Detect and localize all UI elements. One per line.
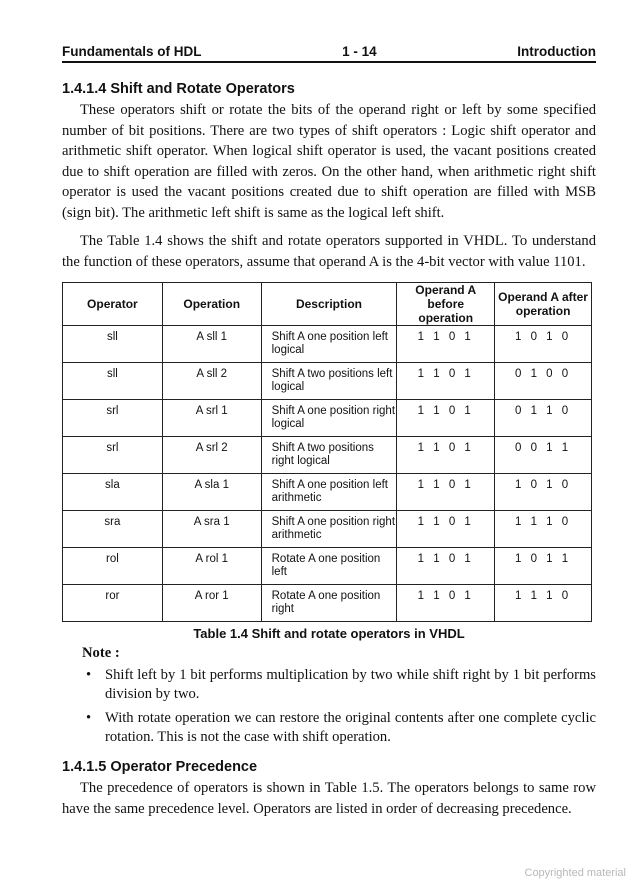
cell-description: Shift A one position left arithmetic (261, 474, 397, 511)
copyright-watermark: Copyrighted material (524, 867, 626, 879)
note-text: Shift left by 1 bit performs multiplication by two while shift right by 1 bit performs division by two. (105, 667, 596, 702)
cell-before: 1 1 0 1 (397, 437, 495, 474)
cell-operation: A sll 1 (162, 326, 261, 363)
table-caption: Table 1.4 Shift and rotate operators in VHDL (193, 626, 465, 641)
note-text: With rotate operation we can restore the original contents after one complete cyclic rotation. This is not the case with shift operation. (105, 710, 596, 745)
table-row (63, 585, 592, 622)
column-header-operation: Operation (162, 283, 261, 326)
cell-operator: sra (63, 511, 163, 548)
table-row (63, 363, 592, 400)
cell-operator: sla (63, 474, 163, 511)
table-row (63, 474, 592, 511)
table-row (63, 437, 592, 474)
book-page (62, 44, 596, 819)
cell-description: Rotate A one position right (261, 585, 397, 622)
paragraph-table-intro: The Table 1.4 shows the shift and rotate operators supported in VHDL. To understand the function of these operators, assume that operand A is the 4-bit vector with value 1101. (62, 233, 596, 270)
cell-operation: A ror 1 (162, 585, 261, 622)
table-header-row (63, 283, 592, 326)
column-header-after: Operand A after operation (495, 283, 592, 326)
cell-before: 1 1 0 1 (397, 548, 495, 585)
cell-after: 1 1 1 0 (495, 511, 592, 548)
paragraph-precedence: The precedence of operators is shown in Table 1.5. The operators belongs to same row have the same precedence level. Operators are listed in order of decreasing precedence. (62, 780, 596, 817)
section-heading-shift-rotate: 1.4.1.4 Shift and Rotate Operators (62, 81, 295, 97)
cell-description: Shift A one position right arithmetic (261, 511, 397, 548)
column-header-description: Description (261, 283, 397, 326)
cell-before: 1 1 0 1 (397, 474, 495, 511)
cell-before: 1 1 0 1 (397, 326, 495, 363)
cell-before: 1 1 0 1 (397, 363, 495, 400)
cell-after: 0 1 1 0 (495, 400, 592, 437)
cell-operation: A sll 2 (162, 363, 261, 400)
table-row (63, 400, 592, 437)
section-heading-precedence: 1.4.1.5 Operator Precedence (62, 759, 258, 775)
cell-before: 1 1 0 1 (397, 585, 495, 622)
cell-description: Shift A two positions left logical (261, 363, 397, 400)
cell-operator: sll (63, 363, 163, 400)
operators-table (62, 282, 592, 622)
cell-operation: A sra 1 (162, 511, 261, 548)
cell-after: 0 1 0 0 (495, 363, 592, 400)
cell-before: 1 1 0 1 (397, 511, 495, 548)
cell-description: Rotate A one position left (261, 548, 397, 585)
cell-description: Shift A one position left logical (261, 326, 397, 363)
header-chapter-title: Introduction (517, 44, 596, 59)
cell-operation: A rol 1 (162, 548, 261, 585)
bullet-icon: • (86, 667, 92, 683)
cell-operator: ror (63, 585, 163, 622)
note-item (62, 709, 596, 747)
cell-operator: sll (63, 326, 163, 363)
table-row (63, 326, 592, 363)
header-book-title: Fundamentals of HDL (62, 44, 202, 59)
table-row (63, 511, 592, 548)
note-list (62, 666, 596, 747)
cell-operation: A srl 1 (162, 400, 261, 437)
cell-after: 0 0 1 1 (495, 437, 592, 474)
cell-description: Shift A two positions right logical (261, 437, 397, 474)
cell-description: Shift A one position right logical (261, 400, 397, 437)
header-page-number: 1 - 14 (342, 44, 377, 59)
paragraph-shift-intro: These operators shift or rotate the bits of the operand right or left by some specified number of bit positions. There are two types of shift operators : Logic shift operator and arithmetic shift operator. When logical shift operator is used, the vacant positions created due to shift operation are filled with zeros. On the other hand, when arithmetic right shift operator is used the vacant positions created due to shift operation are filled with MSB (sign bit). The arithmetic left shift is same as the logical left shift. (62, 102, 596, 221)
table-row (63, 548, 592, 585)
note-item (62, 666, 596, 704)
running-header (62, 44, 596, 63)
column-header-operator: Operator (63, 283, 163, 326)
cell-operation: A srl 2 (162, 437, 261, 474)
bullet-icon: • (86, 710, 92, 726)
note-label: Note : (82, 645, 120, 661)
cell-after: 1 0 1 0 (495, 474, 592, 511)
cell-operator: srl (63, 437, 163, 474)
cell-operator: srl (63, 400, 163, 437)
cell-after: 1 0 1 0 (495, 326, 592, 363)
column-header-before: Operand A before operation (397, 283, 495, 326)
cell-operator: rol (63, 548, 163, 585)
cell-after: 1 1 1 0 (495, 585, 592, 622)
cell-operation: A sla 1 (162, 474, 261, 511)
cell-after: 1 0 1 1 (495, 548, 592, 585)
cell-before: 1 1 0 1 (397, 400, 495, 437)
